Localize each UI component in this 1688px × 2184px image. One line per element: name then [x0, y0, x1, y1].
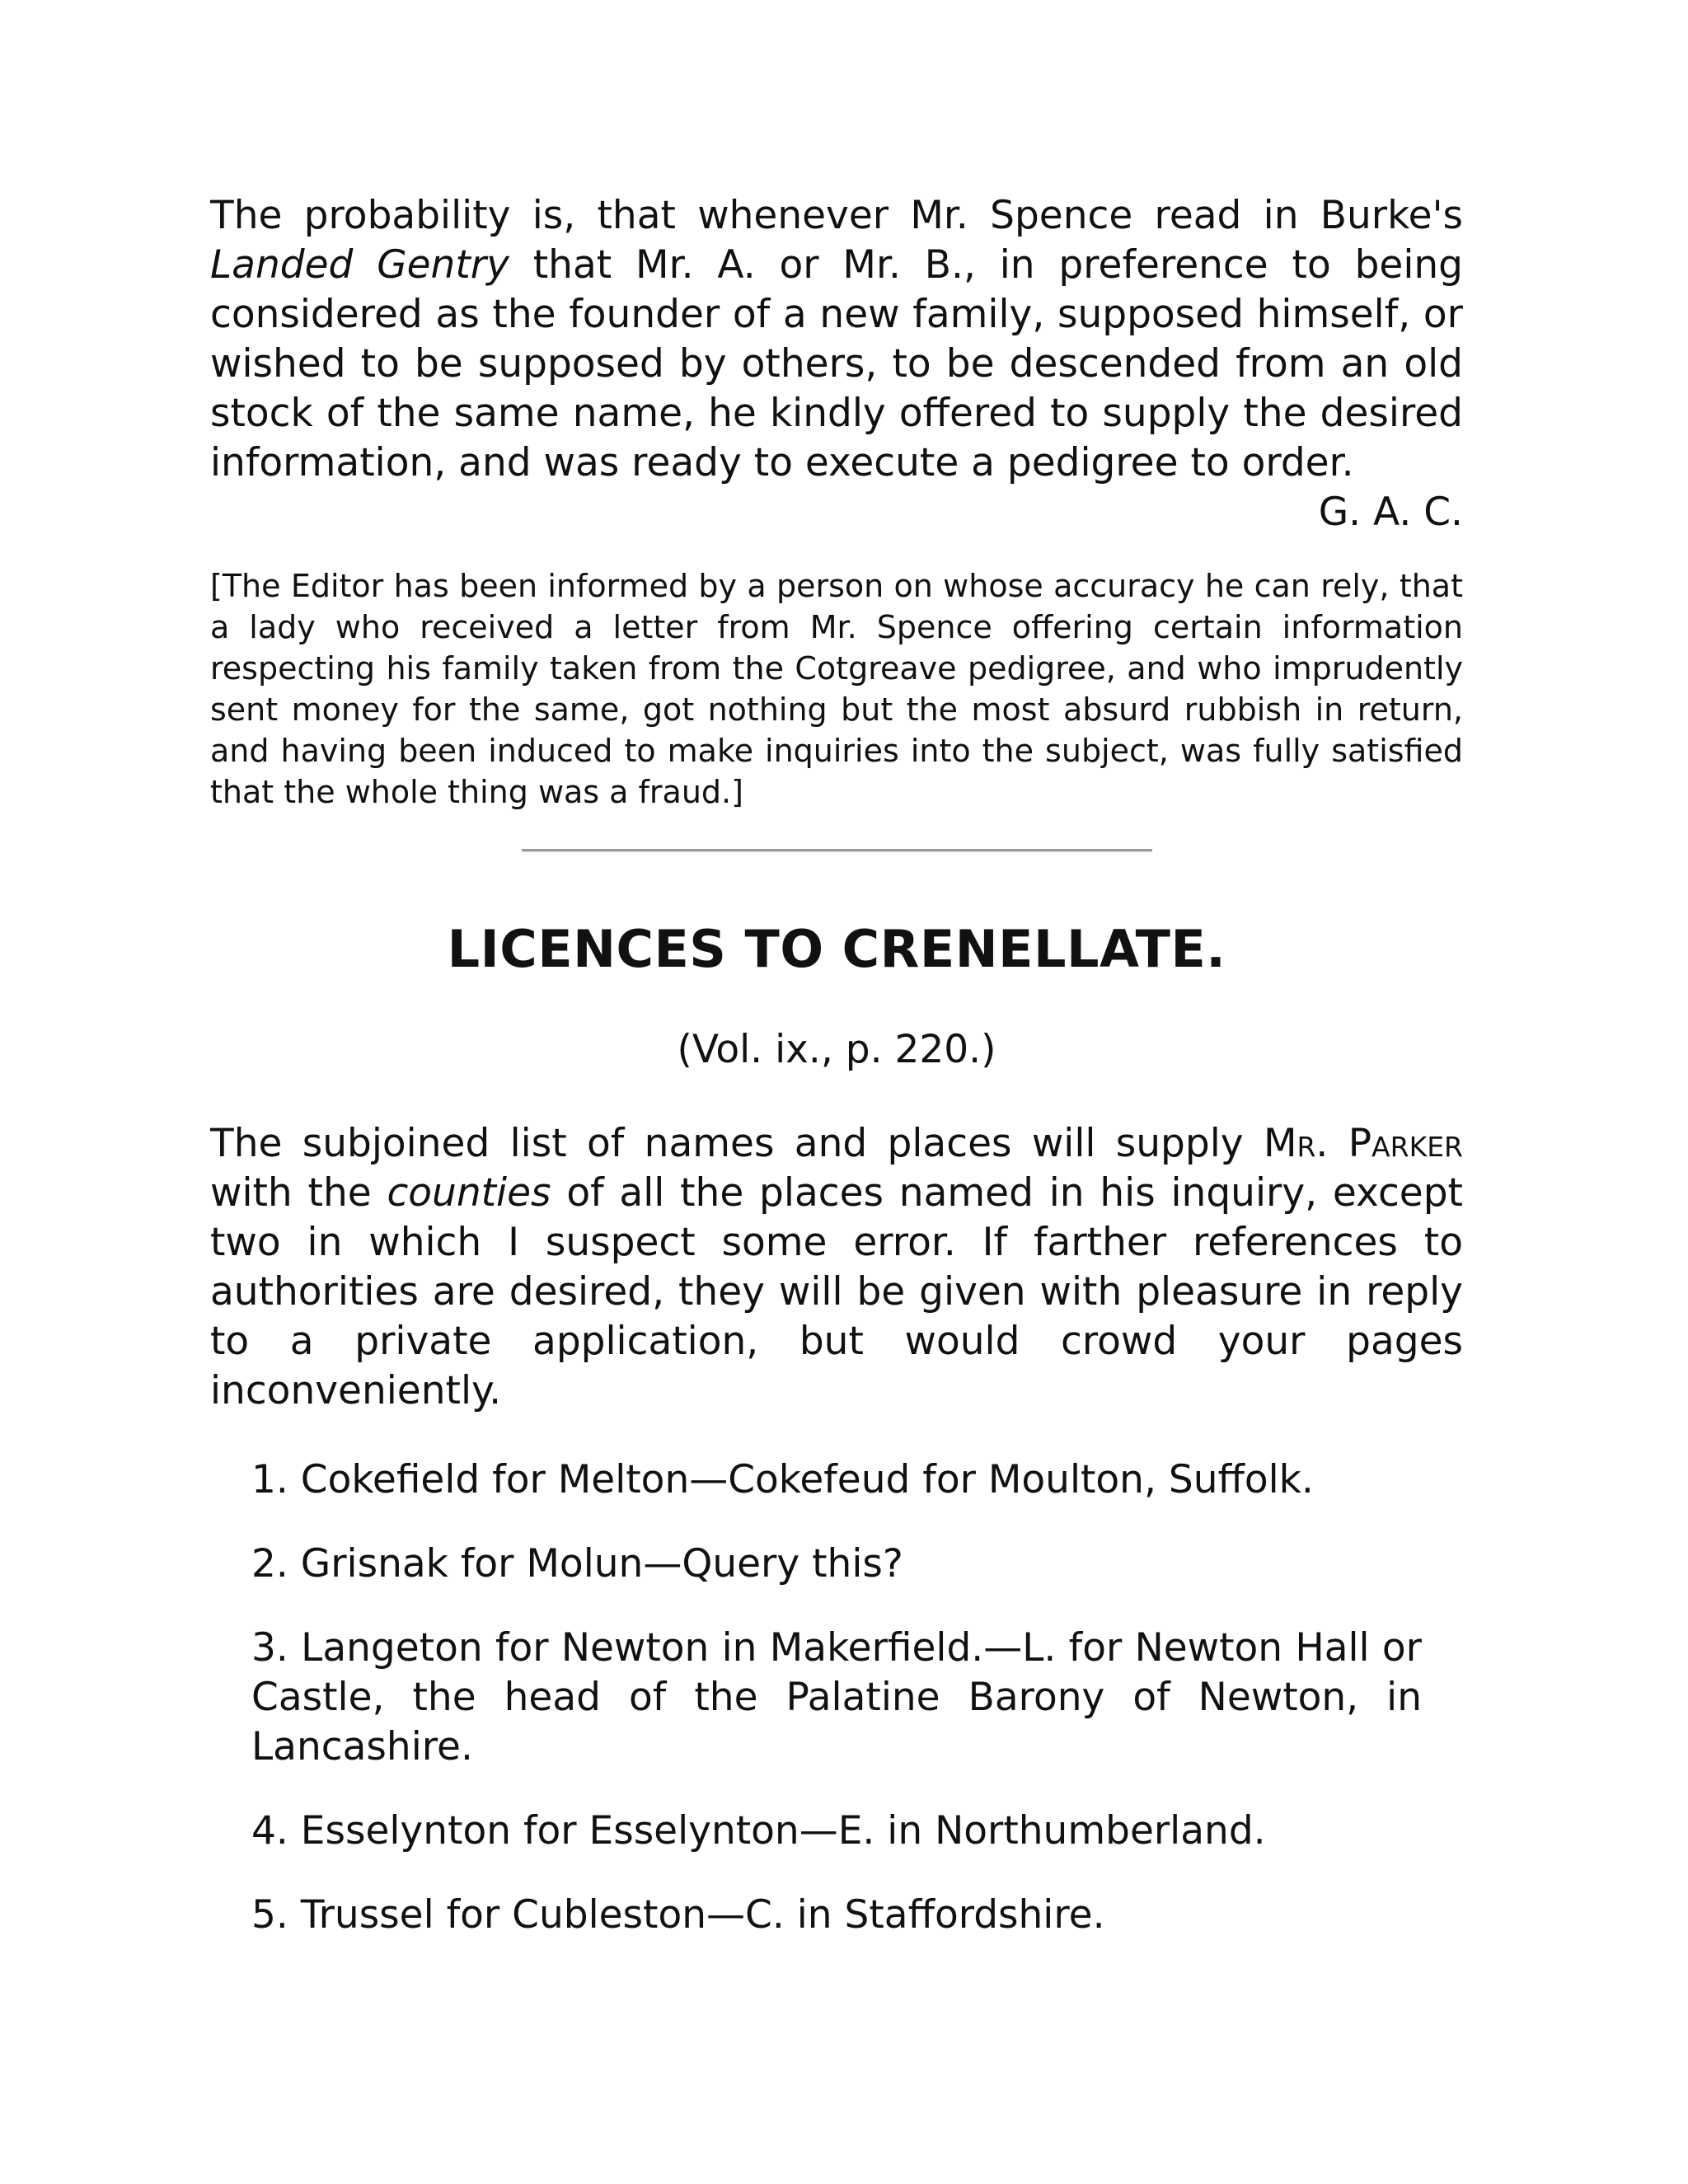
places-list — [210, 1455, 1463, 1940]
document-page — [210, 191, 1463, 1975]
section-intro-part3: of all the places named in his inquiry, except two in which I suspect some error. If farther references to authorities are desired, they will be given with pleasure in reply to a private application, but would crowd your pages inconveniently. — [210, 1170, 1463, 1413]
list-item: 2. Grisnak for Molun—Query this? — [251, 1541, 903, 1586]
volume-reference: (Vol. ix., p. 220.) — [677, 1027, 996, 1072]
intro-paragraph — [210, 191, 1463, 488]
italic-word: counties — [387, 1170, 551, 1216]
person-name: Mr. Parker — [1263, 1121, 1463, 1166]
list-item: 5. Trussel for Cubleston—C. in Staffordshire. — [251, 1892, 1105, 1938]
list-item: 1. Cokefield for Melton—Cokefeud for Moulton, Suffolk. — [251, 1457, 1314, 1502]
section-intro-part1: The subjoined list of names and places will supply — [210, 1121, 1264, 1166]
signature: G. A. C. — [1318, 490, 1463, 535]
section-intro-paragraph — [210, 1119, 1463, 1416]
list-item: 3. Langeton for Newton in Makerfield.—L. for Newton Hall or Castle, the head of the Palatine Barony of Newton, in Lancashire. — [251, 1625, 1422, 1769]
editor-note: [The Editor has been informed by a person on whose accuracy he can rely, that a lady who received a letter from Mr. Spence offering certain information respecting his family taken from the Cotgreave pedigree, and who imprudently sent money for the same, got nothing but the most absurd rubbish in return, and having been induced to make inquiries into the subject, was fully satisfied that the whole thing was a fraud.] — [210, 568, 1463, 810]
intro-text-part2: that Mr. A. or Mr. B., in preference to being considered as the founder of a new family, supposed himself, or wished to be supposed by others, to be descended from an old stock of the same name, he kindly offered to supply the desired information, and was ready to execute a pedigree to order. — [210, 242, 1463, 485]
book-title: Landed Gentry — [210, 242, 509, 288]
section-intro-part2: with the — [210, 1170, 387, 1216]
section-divider — [522, 849, 1152, 852]
section-title: LICENCES TO CRENELLATE. — [447, 919, 1226, 979]
intro-text-part1: The probability is, that whenever Mr. Spence read in Burke's — [210, 193, 1463, 238]
list-item: 4. Esselynton for Esselynton—E. in Northumberland. — [251, 1808, 1266, 1854]
